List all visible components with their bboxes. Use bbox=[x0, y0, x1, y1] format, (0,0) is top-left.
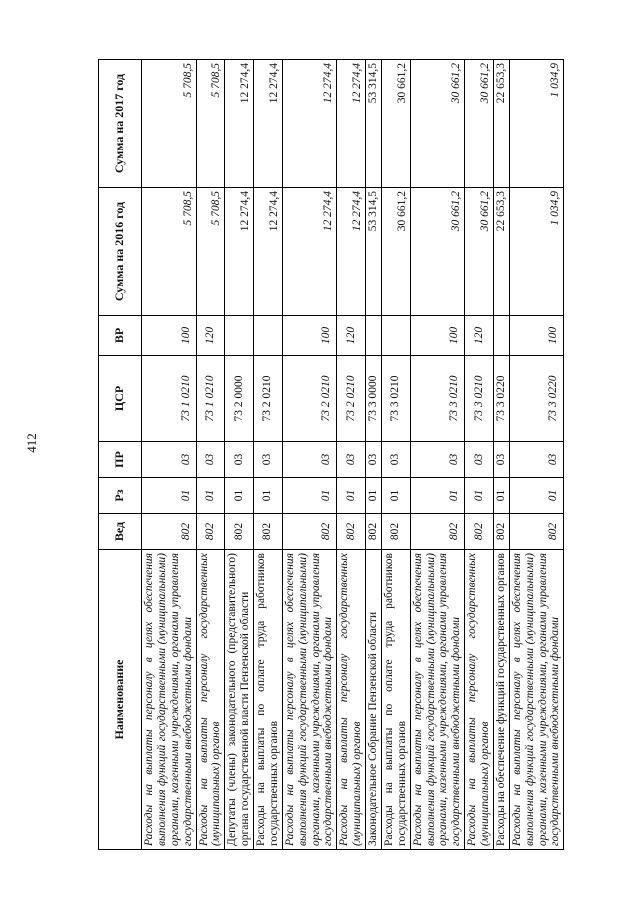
cell-rz: 01 bbox=[381, 478, 410, 514]
cell-sum-2016: 12 274,4 bbox=[254, 188, 283, 316]
cell-name: Расходы на выплаты персоналу в целях обеспечения выполнения функций государственными (муниципальными) органами, казенными учреждениями, органами управления государственными внебюджетными фондами bbox=[509, 550, 564, 850]
page-number: 412 bbox=[24, 433, 39, 453]
cell-pr: 03 bbox=[381, 442, 410, 478]
header-name: Наименование bbox=[99, 550, 142, 850]
cell-sum-2017: 12 274,4 bbox=[225, 60, 254, 188]
cell-csr: 73 2 0210 bbox=[254, 356, 283, 442]
cell-pr: 03 bbox=[337, 442, 366, 478]
cell-pr: 03 bbox=[465, 442, 494, 478]
rotated-table-container bbox=[98, 60, 562, 850]
header-sum-2017: Сумма на 2017 год bbox=[99, 60, 142, 188]
cell-name: Расходы на выплаты персоналу государственных (муниципальных) органов bbox=[465, 550, 494, 850]
cell-csr: 73 2 0210 bbox=[282, 356, 337, 442]
cell-name: Расходы на обеспечение функций государственных органов bbox=[493, 550, 509, 850]
cell-sum-2016: 53 314,5 bbox=[366, 188, 382, 316]
cell-sum-2017: 12 274,4 bbox=[254, 60, 283, 188]
cell-pr: 03 bbox=[509, 442, 564, 478]
cell-sum-2017: 12 274,4 bbox=[337, 60, 366, 188]
cell-rz: 01 bbox=[509, 478, 564, 514]
header-vr: ВР bbox=[99, 316, 142, 356]
cell-csr: 73 3 0210 bbox=[381, 356, 410, 442]
cell-rz: 01 bbox=[282, 478, 337, 514]
table-row bbox=[493, 60, 509, 850]
cell-ved: 802 bbox=[509, 514, 564, 550]
cell-name: Расходы на выплаты персоналу государственных (муниципальных) органов bbox=[337, 550, 366, 850]
cell-pr: 03 bbox=[225, 442, 254, 478]
cell-rz: 01 bbox=[254, 478, 283, 514]
cell-vr bbox=[254, 316, 283, 356]
cell-ved: 802 bbox=[282, 514, 337, 550]
cell-sum-2016: 1 034,9 bbox=[509, 188, 564, 316]
cell-csr: 73 2 0000 bbox=[225, 356, 254, 442]
header-csr: ЦСР bbox=[99, 356, 142, 442]
header-sum-2016: Сумма на 2016 год bbox=[99, 188, 142, 316]
header-ved: Вед bbox=[99, 514, 142, 550]
cell-ved: 802 bbox=[196, 514, 225, 550]
cell-ved: 802 bbox=[493, 514, 509, 550]
cell-pr: 03 bbox=[493, 442, 509, 478]
cell-sum-2016: 12 274,4 bbox=[225, 188, 254, 316]
cell-sum-2016: 30 661,2 bbox=[465, 188, 494, 316]
table-row bbox=[282, 60, 337, 850]
cell-vr: 100 bbox=[509, 316, 564, 356]
cell-vr: 100 bbox=[142, 316, 197, 356]
cell-rz: 01 bbox=[410, 478, 465, 514]
cell-sum-2016: 12 274,4 bbox=[337, 188, 366, 316]
cell-vr: 120 bbox=[196, 316, 225, 356]
cell-name: Законодательное Собрание Пензенской области bbox=[366, 550, 382, 850]
cell-sum-2016: 30 661,2 bbox=[410, 188, 465, 316]
cell-csr: 73 1 0210 bbox=[142, 356, 197, 442]
cell-ved: 802 bbox=[337, 514, 366, 550]
cell-pr: 03 bbox=[196, 442, 225, 478]
cell-ved: 802 bbox=[254, 514, 283, 550]
cell-sum-2017: 5 708,5 bbox=[142, 60, 197, 188]
cell-rz: 01 bbox=[465, 478, 494, 514]
cell-rz: 01 bbox=[366, 478, 382, 514]
cell-rz: 01 bbox=[196, 478, 225, 514]
cell-sum-2017: 53 314,5 bbox=[366, 60, 382, 188]
cell-sum-2016: 22 653,3 bbox=[493, 188, 509, 316]
cell-vr bbox=[381, 316, 410, 356]
table-row bbox=[410, 60, 465, 850]
cell-rz: 01 bbox=[225, 478, 254, 514]
cell-pr: 03 bbox=[282, 442, 337, 478]
table-row bbox=[142, 60, 197, 850]
cell-ved: 802 bbox=[381, 514, 410, 550]
cell-csr: 73 1 0210 bbox=[196, 356, 225, 442]
cell-csr: 73 3 0000 bbox=[366, 356, 382, 442]
cell-vr: 100 bbox=[282, 316, 337, 356]
cell-vr bbox=[493, 316, 509, 356]
cell-csr: 73 2 0210 bbox=[337, 356, 366, 442]
cell-csr: 73 3 0220 bbox=[509, 356, 564, 442]
cell-csr: 73 3 0210 bbox=[465, 356, 494, 442]
cell-name: Депутаты (члены) законодательного (представительного) органа государственной власти Пензенской области bbox=[225, 550, 254, 850]
cell-sum-2017: 1 034,9 bbox=[509, 60, 564, 188]
cell-sum-2017: 22 653,3 bbox=[493, 60, 509, 188]
cell-name: Расходы на выплаты по оплате труда работников государственных органов bbox=[381, 550, 410, 850]
table-header-row bbox=[99, 60, 142, 850]
cell-vr: 120 bbox=[337, 316, 366, 356]
cell-ved: 802 bbox=[366, 514, 382, 550]
cell-name: Расходы на выплаты персоналу в целях обеспечения выполнения функций государственными (муниципальными) органами, казенными учреждениями, органами управления государственными внебюджетными фондами bbox=[282, 550, 337, 850]
table-body bbox=[142, 60, 564, 850]
table-row bbox=[254, 60, 283, 850]
cell-pr: 03 bbox=[410, 442, 465, 478]
cell-csr: 73 3 0210 bbox=[410, 356, 465, 442]
cell-name: Расходы на выплаты по оплате труда работников государственных органов bbox=[254, 550, 283, 850]
cell-name: Расходы на выплаты персоналу в целях обеспечения выполнения функций государственными (муниципальными) органами, казенными учреждениями, органами управления государственными внебюджетными фондами bbox=[410, 550, 465, 850]
table-row bbox=[225, 60, 254, 850]
cell-vr bbox=[366, 316, 382, 356]
rotated-table-area bbox=[98, 60, 562, 850]
cell-name: Расходы на выплаты персоналу в целях обеспечения выполнения функций государственными (муниципальными) органами, казенными учреждениями, органами управления государственными внебюджетными фондами bbox=[142, 550, 197, 850]
cell-ved: 802 bbox=[142, 514, 197, 550]
cell-ved: 802 bbox=[410, 514, 465, 550]
cell-pr: 03 bbox=[142, 442, 197, 478]
cell-pr: 03 bbox=[254, 442, 283, 478]
header-rz: Рз bbox=[99, 478, 142, 514]
table-row bbox=[366, 60, 382, 850]
table-row bbox=[337, 60, 366, 850]
table-row bbox=[196, 60, 225, 850]
cell-rz: 01 bbox=[337, 478, 366, 514]
cell-sum-2017: 30 661,2 bbox=[465, 60, 494, 188]
cell-sum-2017: 30 661,2 bbox=[381, 60, 410, 188]
cell-name: Расходы на выплаты персоналу государственных (муниципальных) органов bbox=[196, 550, 225, 850]
table-row bbox=[509, 60, 564, 850]
cell-sum-2016: 12 274,4 bbox=[282, 188, 337, 316]
table-row bbox=[465, 60, 494, 850]
header-pr: ПР bbox=[99, 442, 142, 478]
cell-csr: 73 3 0220 bbox=[493, 356, 509, 442]
table-row bbox=[381, 60, 410, 850]
budget-table bbox=[98, 59, 564, 850]
cell-ved: 802 bbox=[465, 514, 494, 550]
cell-rz: 01 bbox=[493, 478, 509, 514]
cell-sum-2017: 30 661,2 bbox=[410, 60, 465, 188]
cell-vr: 120 bbox=[465, 316, 494, 356]
cell-pr: 03 bbox=[366, 442, 382, 478]
cell-sum-2017: 12 274,4 bbox=[282, 60, 337, 188]
cell-sum-2016: 5 708,5 bbox=[142, 188, 197, 316]
cell-sum-2016: 30 661,2 bbox=[381, 188, 410, 316]
cell-rz: 01 bbox=[142, 478, 197, 514]
cell-ved: 802 bbox=[225, 514, 254, 550]
cell-vr: 100 bbox=[410, 316, 465, 356]
cell-vr bbox=[225, 316, 254, 356]
cell-sum-2017: 5 708,5 bbox=[196, 60, 225, 188]
cell-sum-2016: 5 708,5 bbox=[196, 188, 225, 316]
